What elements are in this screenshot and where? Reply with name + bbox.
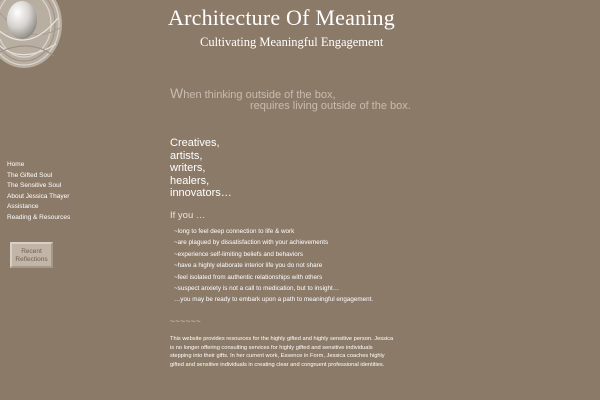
nav-link-sensitive-soul[interactable]: The Sensitive Soul — [7, 182, 62, 189]
list-item: ~have a highly elaborate interior life you do not share — [174, 262, 323, 270]
tagline-initial: W — [170, 85, 184, 101]
site-subtitle: Cultivating Meaningful Engagement — [200, 35, 384, 49]
audience-item: artists, — [170, 149, 203, 162]
list-item: ~experience self-limiting beliefs and behaviors — [174, 250, 303, 258]
bullet-list — [174, 226, 373, 306]
nav-link-gifted-soul[interactable]: The Gifted Soul — [7, 171, 53, 179]
divider: ~~~~~~ — [170, 317, 202, 326]
audience-item: innovators… — [170, 187, 232, 199]
if-you-heading: If you … — [170, 210, 206, 221]
recent-reflections-label-1: Recent — [21, 248, 42, 255]
list-item: ~long to feel deep connection to life & work — [174, 228, 295, 235]
nav-link-about[interactable]: About Jessica Thayer — [7, 192, 70, 200]
list-item: …you may be ready to embark upon a path to meaningful engagement. — [174, 296, 374, 304]
tagline-line-1-text: hen thinking outside of the box, — [183, 89, 336, 101]
nav-link-reading-resources[interactable]: Reading & Resources — [7, 213, 71, 221]
recent-reflections-button[interactable] — [10, 242, 53, 268]
tagline-line-2: requires living outside of the box. — [250, 100, 411, 112]
site-title: Architecture Of Meaning — [168, 5, 395, 30]
audience-list — [170, 137, 232, 200]
recent-reflections-label-2: Reflections — [15, 256, 48, 263]
audience-item: Creatives, — [170, 137, 220, 149]
sidebar-nav — [7, 160, 70, 223]
list-item: ~are plagued by dissatisfaction with your achievements — [174, 239, 329, 247]
tagline-line-1 — [170, 85, 336, 101]
nav-link-assistance[interactable]: Assistance — [7, 203, 39, 210]
audience-item: writers, — [170, 162, 206, 174]
nest-egg-icon — [0, 0, 66, 70]
list-item: ~suspect anxiety is not a call to medication, but to insight… — [174, 285, 340, 293]
nav-link-home[interactable]: Home — [7, 161, 25, 168]
list-item: ~feel isolated from authentic relationships with others — [174, 273, 323, 281]
audience-item: healers, — [170, 174, 210, 187]
about-paragraph: This website provides resources for the highly gifted and highly sensitive person. Jessica is no longer offering consulting services for highly gifted and sensitive individuals stepping into their gifts. In her current work, Essence in Form, Jessica coaches highly gifted and sensitive individuals in creating clear and congruent professional identities. — [170, 336, 394, 368]
